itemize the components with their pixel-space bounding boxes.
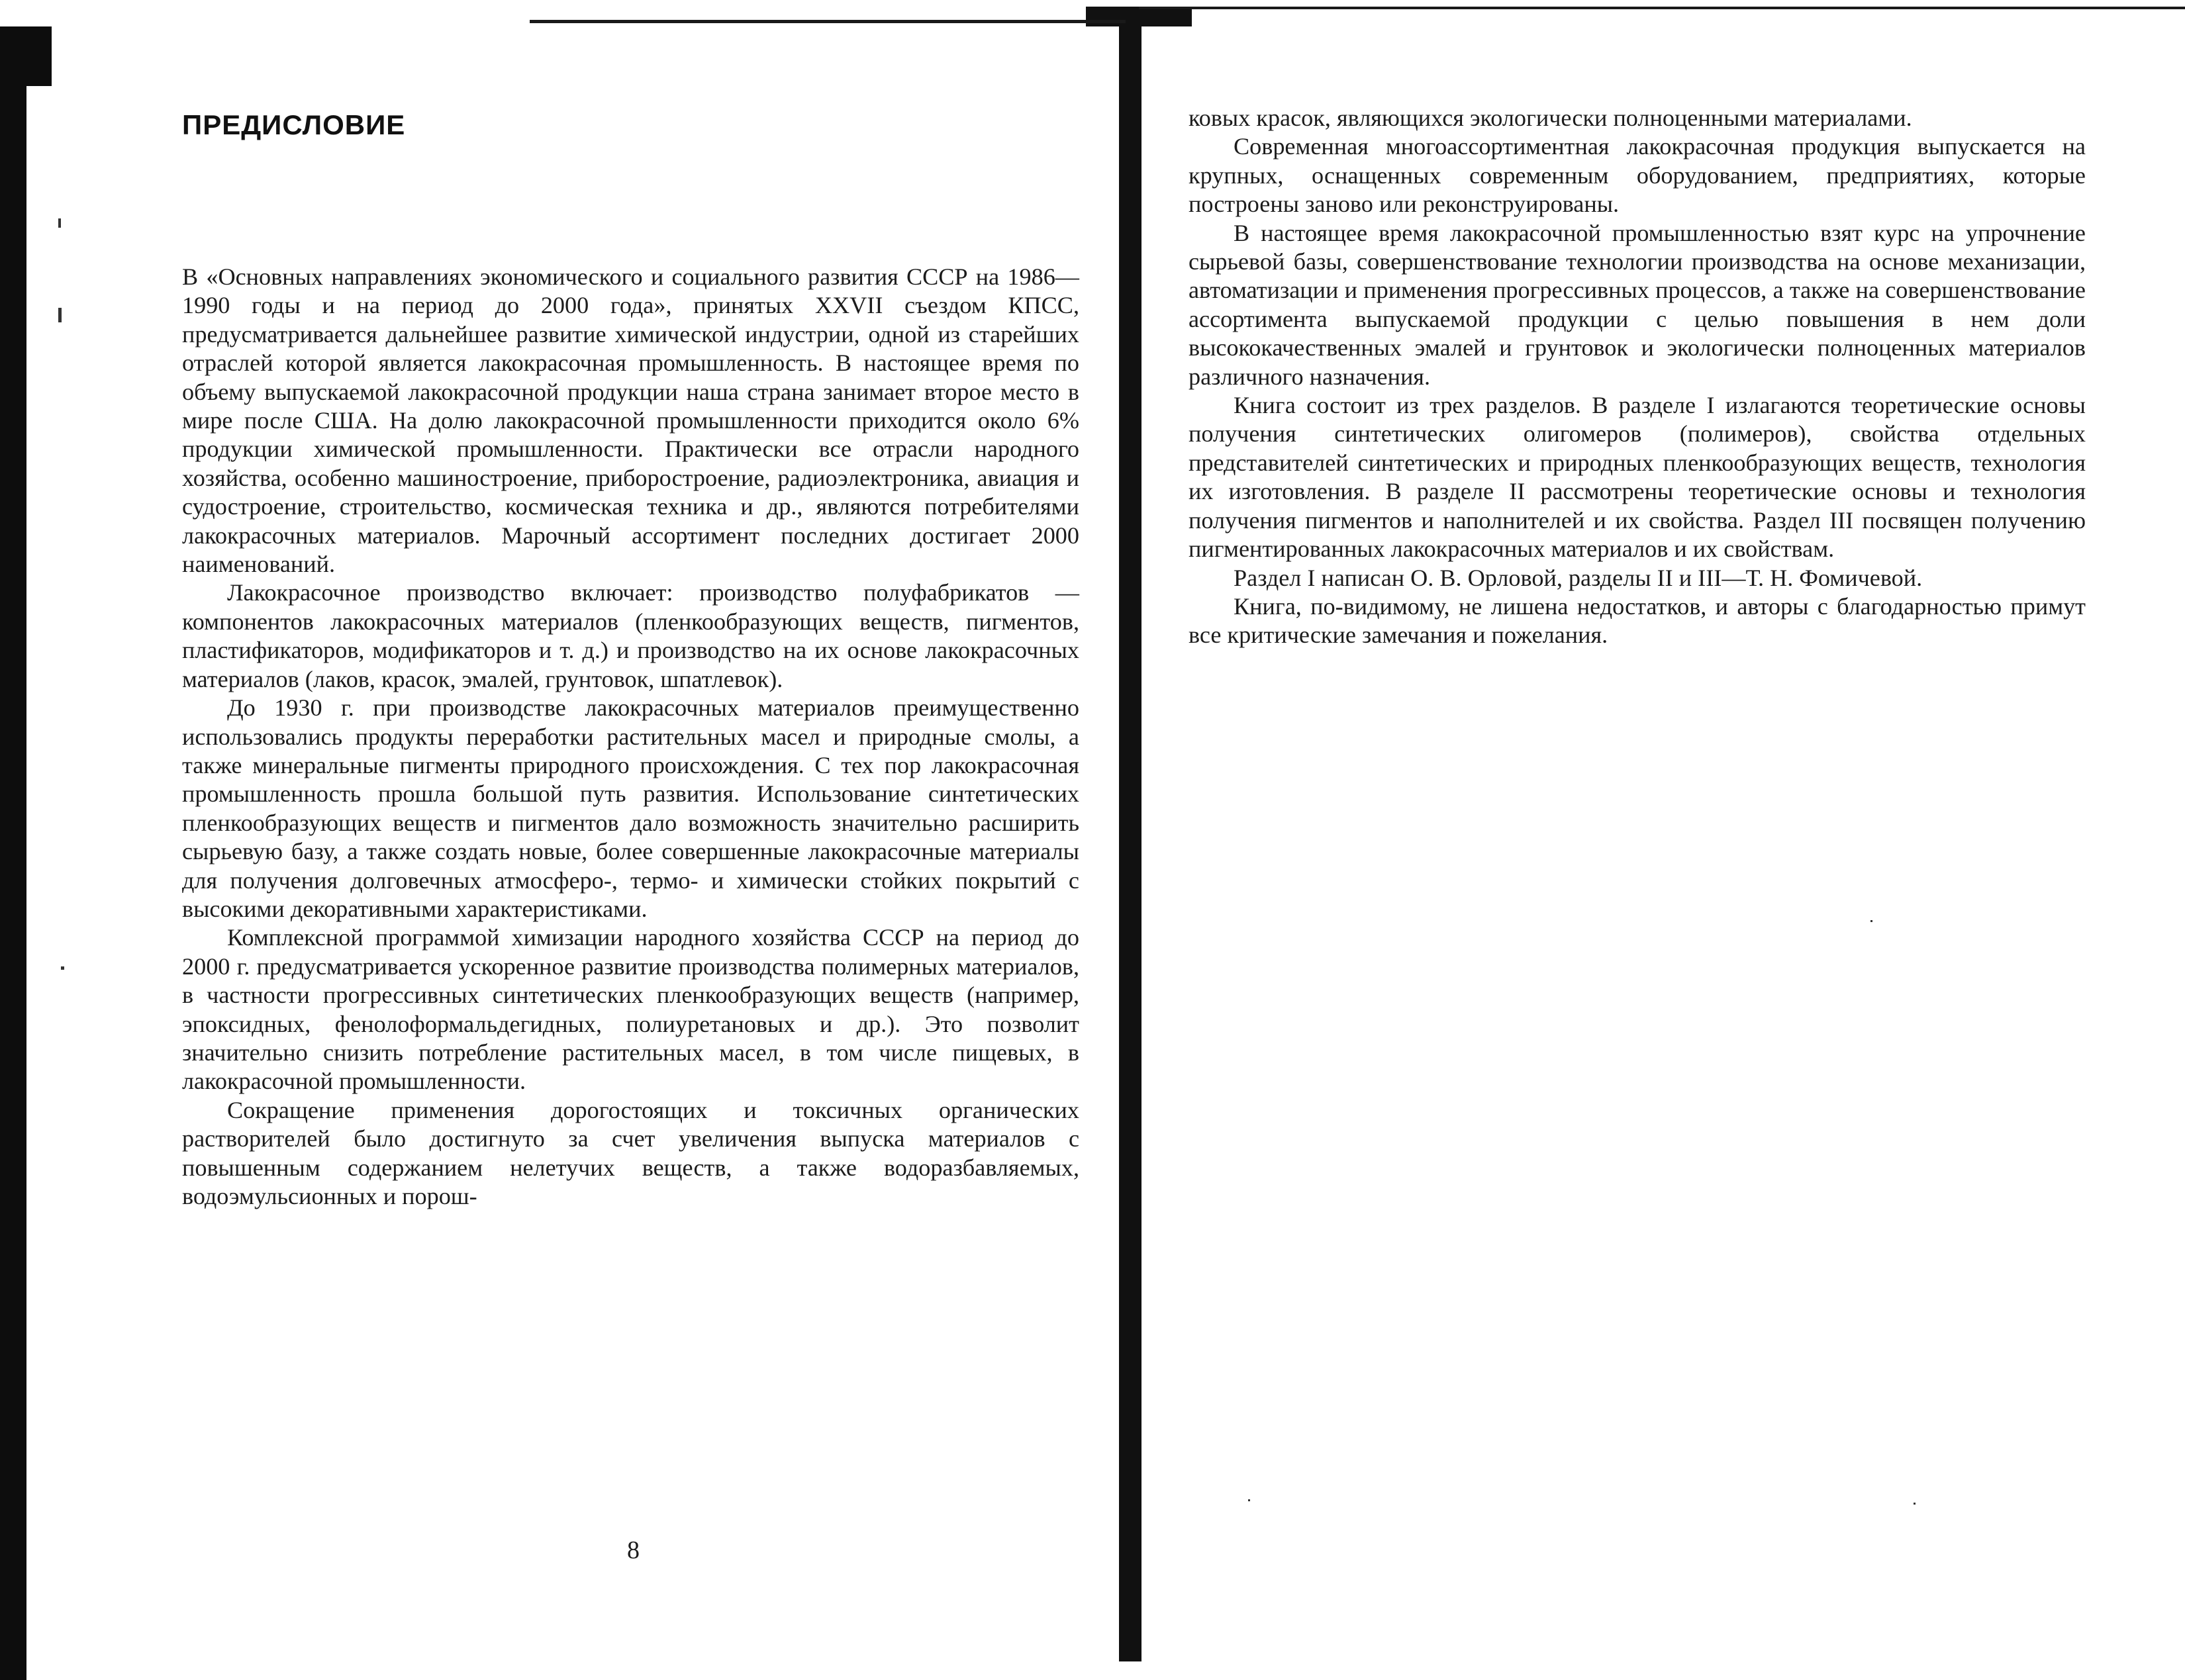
paragraph: В «Основных направлениях экономического и социального развития СССР на 1986—1990 годы и на период до 2000 года», принятых XXVII съездом КПСС, предусматривается дальнейшее развитие химической индустрии, одной из старейших отраслей которой является лакокрасочная промышленность. В настоящее время по объему выпускаемой лакокрасочной продукции наша страна занимает второе место в мире после США. На долю лакокрасочной промышленности приходится около 6% продукции химической промышленности. Практически все отрасли народного хозяйства, особенно машиностроение, приборостроение, радиоэлектроника, авиация и судостроение, строительство, космическая техника и др., являются потребителями лакокрасочных материалов. Марочный ассортимент последних достигает 2000 наименований. <box>182 263 1079 578</box>
book-spine-shadow <box>1119 15 1141 1661</box>
scan-speck <box>58 308 62 322</box>
scan-binding-edge-left-top <box>0 26 52 86</box>
paragraph: В настоящее время лакокрасочной промышленностью взят курс на упрочнение сырьевой базы, совершенствование технологии производства на основе механизации, автоматизации и применения прогрессивных процессов, а также на совершенствование ассортимента выпускаемой продукции с целью повышения в нем доли высококачественных эмалей и грунтовок и экологически полноценных материалов различного назначения. <box>1189 219 2086 390</box>
paragraph: До 1930 г. при производстве лакокрасочных материалов преимущественно использовались продукты переработки растительных масел и природные смолы, а также минеральные пигменты природного происхождения. С тех пор лакокрасочная промышленность прошла большой путь развития. Использование синтетических пленкообразующих веществ и пигментов дало возможность значительно расширить сырьевую базу, а также создать новые, более совершенные лакокрасочные материалы для получения долговечных атмосферо-, термо- и химически стойких покрытий с высокими декоративными характеристиками. <box>182 694 1079 922</box>
scan-binding-edge-left <box>0 26 26 1680</box>
paragraph: Комплексной программой химизации народного хозяйства СССР на период до 2000 г. предусматривается ускоренное развитие производства полимерных материалов, в частности прогрессивных синтетических пленкообразующих веществ (например, эпоксидных, фенолоформальдегидных, полиуретановых и др.). Это позволит значительно снизить потребление растительных масел, в том числе пищевых, в лакокрасочной промышленности. <box>182 924 1079 1095</box>
paragraph: Книга состоит из трех разделов. В разделе I излагаются теоретические основы получения синтетических олигомеров (полимеров), свойства отдельных представителей синтетических и природных пленкообразующих веществ, технология их изготовления. В разделе II рассмотрены теоретические основы и технология получения пигментов и наполнителей и их свойства. Раздел III посвящен получению пигментированных лакокрасочных материалов и их свойствам. <box>1189 392 2086 563</box>
scan-speck <box>58 218 61 228</box>
right-page-body <box>1189 104 2086 650</box>
paragraph: Современная многоассортиментная лакокрасочная продукция выпускается на крупных, оснащенных современным оборудованием, предприятиях, которые построены заново или реконструированы. <box>1189 133 2086 218</box>
paragraph: Сокращение применения дорогостоящих и токсичных органических растворителей было достигнуто за счет увеличения выпуска материалов с повышенным содержанием нелетучих веществ, а также водоразбавляемых, водоэмульсионных и порош- <box>182 1096 1079 1209</box>
scan-speck <box>61 966 64 970</box>
paragraph: Раздел I написан О. В. Орловой, разделы II и III—Т. Н. Фомичевой. <box>1234 564 1923 591</box>
right-page <box>1189 0 2086 1680</box>
page-heading: ПРЕДИСЛОВИЕ <box>182 109 406 140</box>
book-spine-cap <box>1086 7 1192 26</box>
left-page <box>182 0 1079 1680</box>
paragraph: ковых красок, являющихся экологически полноценными материалами. <box>1189 105 1912 131</box>
paragraph: Лакокрасочное производство включает: производство полуфабрикатов — компонентов лакокрасочных материалов (пленкообразующих веществ, пигментов, пластификаторов, модификаторов и т. д.) и производство на их основе лакокрасочных материалов (лаков, красок, эмалей, грунтовок, шпатлевок). <box>182 579 1079 692</box>
left-page-body <box>182 263 1079 1211</box>
page-number: 8 <box>627 1536 640 1564</box>
paragraph: Книга, по-видимому, не лишена недостатков, и авторы с благодарностью примут все критические замечания и пожелания. <box>1189 592 2086 649</box>
